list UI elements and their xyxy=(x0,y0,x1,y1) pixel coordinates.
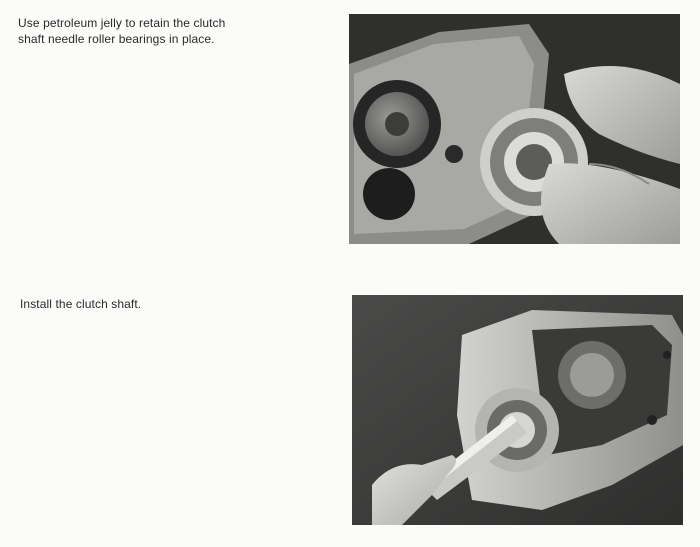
step-2-instruction xyxy=(20,296,300,312)
step-2-instruction-line-1: Install the clutch shaft. xyxy=(20,297,142,311)
clutch-shaft-photo xyxy=(352,295,683,525)
step-1-photo xyxy=(349,14,680,244)
step-1-instruction xyxy=(18,15,298,47)
step-1-instruction-line-2: shaft needle roller bearings in place. xyxy=(18,32,215,46)
step-1-instruction-line-1: Use petroleum jelly to retain the clutch xyxy=(18,16,226,30)
bearing-photo xyxy=(349,14,680,244)
step-2-photo xyxy=(352,295,683,525)
